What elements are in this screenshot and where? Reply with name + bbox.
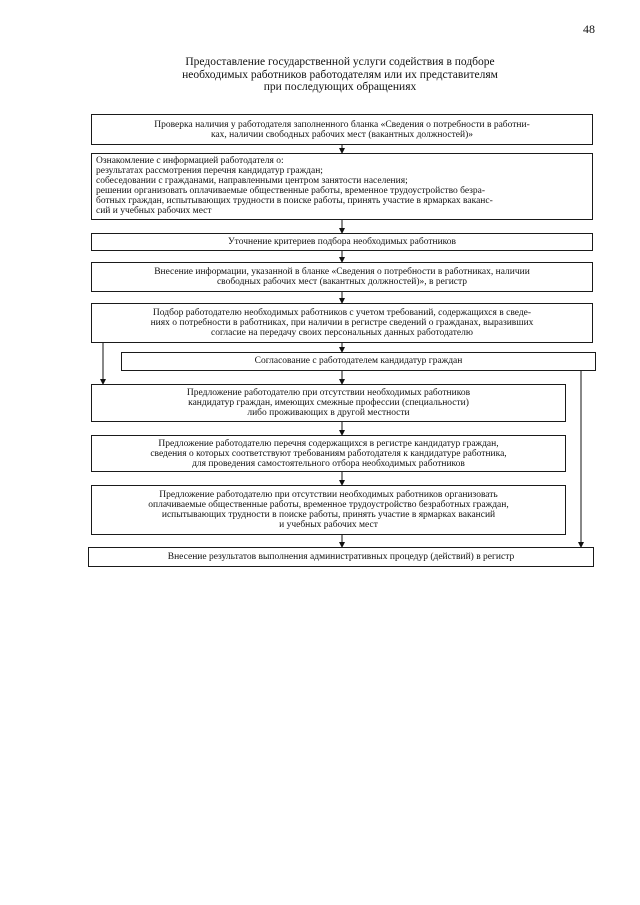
step-text: Подбор работодателю необходимых работников с учетом требований, содержащихся в сведе- xyxy=(152,308,532,318)
step-enter-results xyxy=(88,547,594,567)
step-text: либо проживающих в другой местности xyxy=(247,408,410,418)
step-text: ниях о потребности в работниках, при наличии в регистре сведений о гражданах, выразивших xyxy=(150,318,534,328)
title-line: при последующих обращениях xyxy=(263,81,417,93)
step-text: сведения о которых соответствуют требованиям работодателя к кандидатуре работника, xyxy=(150,449,507,459)
step-enter-info xyxy=(91,262,593,292)
step-text: Согласование с работодателем кандидатур граждан xyxy=(254,356,463,366)
step-text: и учебных рабочих мест xyxy=(279,520,378,530)
step-text: ботных граждан, испытывающих трудности в поиске работы, принять участие в ярмарках ваканс- xyxy=(96,196,493,206)
step-text: Предложение работодателю при отсутствии необходимых работников организовать xyxy=(159,490,498,500)
step-text: согласие на передачу своих персональных данных работодателю xyxy=(211,328,473,338)
step-text: Предложение работодателю перечня содержащихся в регистре кандидатур граждан, xyxy=(158,439,499,449)
step-offer-list xyxy=(91,435,566,472)
step-text: Уточнение критериев подбора необходимых работников xyxy=(227,237,457,247)
step-text: Предложение работодателю при отсутствии необходимых работников xyxy=(186,388,471,398)
title-line: необходимых работников работодателям или их представителям xyxy=(182,68,498,81)
step-check-form xyxy=(91,114,593,145)
step-offer-public-works xyxy=(91,485,566,535)
step-offer-related xyxy=(91,384,566,422)
step-text: Проверка наличия у работодателя заполненного бланка «Сведения о потребности в работни- xyxy=(154,120,530,130)
step-clarify-criteria xyxy=(91,233,593,251)
step-selection xyxy=(91,303,593,343)
step-text: Внесение информации, указанной в бланке «Сведения о потребности в работниках, наличии xyxy=(154,267,530,277)
step-familiarization xyxy=(91,153,593,220)
step-text: результатах рассмотрения перечня кандидатур граждан; xyxy=(96,166,323,176)
step-text: ках, наличии свободных рабочих мест (вакантных должностей)» xyxy=(210,130,473,140)
step-text: Ознакомление с информацией работодателя о: xyxy=(96,156,284,166)
step-text: решении организовать оплачиваемые общественные работы, временное трудоустройство безра- xyxy=(96,186,486,196)
step-agreement xyxy=(121,352,596,371)
step-text: для проведения самостоятельного отбора необходимых работников xyxy=(192,459,465,469)
step-text: свободных рабочих мест (вакантных должностей)», в регистр xyxy=(216,277,468,287)
step-text: кандидатур граждан, имеющих смежные профессии (специальности) xyxy=(188,398,469,408)
step-text: Внесение результатов выполнения административных процедур (действий) в регистр xyxy=(167,552,515,562)
step-text: собеседовании с гражданами, направленными центром занятости населения; xyxy=(96,176,408,186)
page-number: 48 xyxy=(583,22,595,36)
title-line: Предоставление государственной услуги содействия в подборе xyxy=(185,56,495,68)
step-text: испытывающих трудности в поиске работы, принять участие в ярмарках вакансий xyxy=(161,510,496,520)
step-text: оплачиваемые общественные работы, временное трудоустройство безработных граждан, xyxy=(148,500,509,510)
step-text: сий и учебных рабочих мест xyxy=(96,206,212,216)
